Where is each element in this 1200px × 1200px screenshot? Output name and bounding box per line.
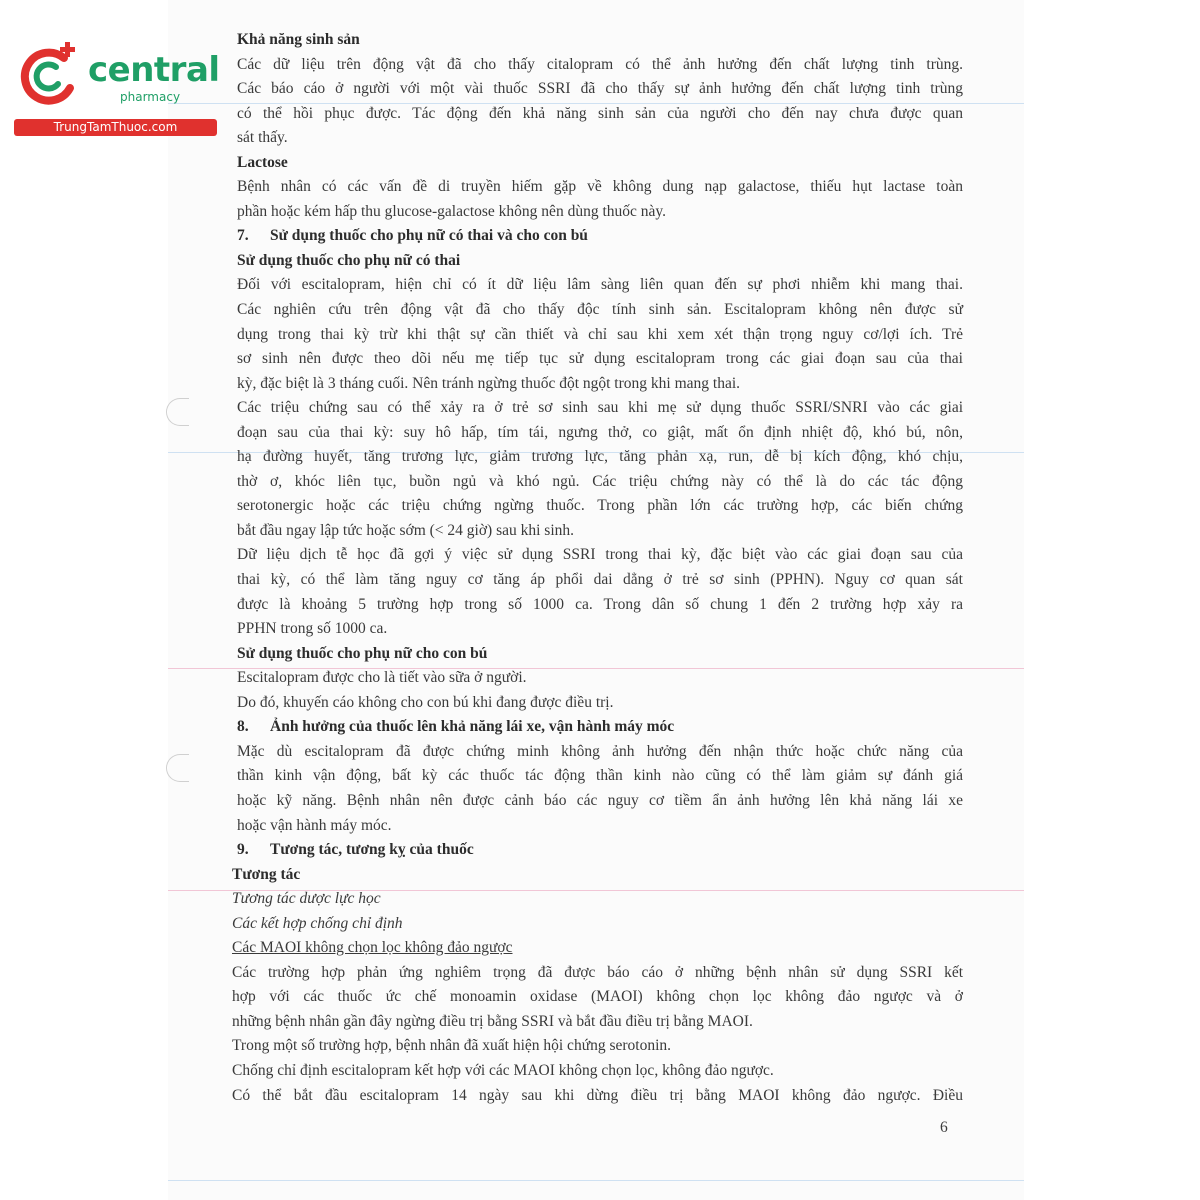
- section-title: Tương tác, tương kỵ của thuốc: [270, 841, 474, 859]
- paragraph-line: hợp với các thuốc ức chế monoamin oxidase (MAOI) không chọn lọc không đảo ngược và ở: [232, 988, 963, 1006]
- paragraph-line: Do đó, khuyến cáo không cho con bú khi đang được điều trị.: [237, 693, 614, 711]
- paragraph-line: phần hoặc kém hấp thu glucose-galactose không nên dùng thuốc này.: [237, 202, 666, 220]
- document-body: [232, 28, 963, 1108]
- section-title: Ảnh hưởng của thuốc lên khả năng lái xe, vận hành máy móc: [270, 718, 675, 736]
- paragraph-line: hoặc vận hành máy móc.: [237, 816, 392, 834]
- brand-logo[interactable]: [8, 36, 220, 136]
- paragraph-line: Các báo cáo ở người với một vài thuốc SSRI đã cho thấy sự ảnh hưởng đến chất lượng tinh trùng: [237, 80, 963, 98]
- subheading-pregnancy: Sử dụng thuốc cho phụ nữ có thai: [237, 251, 461, 269]
- section-heading-8: [237, 715, 963, 740]
- punch-hole-mark: [166, 398, 189, 426]
- central-pharmacy-logo-icon: [12, 40, 82, 110]
- paragraph-line: có thể hồi phục được. Tác động đến khả năng sinh sản của người cho đến nay chưa được quan: [237, 104, 963, 122]
- paragraph-line: Escitalopram được cho là tiết vào sữa ở người.: [237, 669, 527, 687]
- paragraph-line: được là khoảng 5 trường hợp trong số 1000 ca. Trong dân số chung 1 đến 2 trường hợp xảy ra: [237, 595, 963, 613]
- paragraph-line: PPHN trong số 1000 ca.: [237, 620, 388, 638]
- paragraph-line: sát thấy.: [237, 129, 288, 147]
- paragraph-line: thần kinh vận động, bất kỳ các thuốc tác động thần kinh nào cũng có thể làm giảm sự đánh giá: [237, 767, 963, 785]
- subheading-contraindicated: Các kết hợp chống chỉ định: [232, 914, 403, 932]
- section-number: 7.: [237, 227, 249, 245]
- section-heading-7: [237, 224, 963, 249]
- subheading-fertility: Khả năng sinh sản: [237, 31, 360, 48]
- subheading-maoi: Các MAOI không chọn lọc không đảo ngược: [232, 939, 513, 957]
- paragraph-line: Các nghiên cứu trên động vật đã cho thấy độc tính sinh sản. Escitalopram không nên được sử: [237, 301, 963, 319]
- brand-tagline: pharmacy: [120, 90, 181, 104]
- paragraph-line: serotonergic hoặc các triệu chứng ngừng thuốc. Trong phần lớn các trường hợp, các biến chứng: [237, 497, 963, 515]
- paragraph-line: Mặc dù escitalopram đã được chứng minh không ảnh hưởng đến nhận thức hoặc chức năng của: [237, 742, 963, 760]
- paragraph-line: thai kỳ, có thể làm tăng nguy cơ tăng áp phổi dai dẳng ở trẻ sơ sinh (PPHN). Nguy cơ quan sát: [237, 571, 963, 589]
- paragraph-line: Các triệu chứng sau có thể xảy ra ở trẻ sơ sinh sau khi mẹ sử dụng thuốc SSRI/SNRI vào các giai: [237, 399, 963, 417]
- paragraph-line: thờ ơ, khóc liên tục, buồn ngủ và khó ngủ. Các triệu chứng này có thể là do các tác động: [237, 472, 963, 490]
- paragraph-line: hoặc kỹ năng. Bệnh nhân nên được cảnh báo các nguy cơ tiềm ẩn ảnh hưởng lên khả năng lái xe: [237, 791, 963, 809]
- subheading-lactose: Lactose: [237, 153, 288, 171]
- paragraph-line: bắt đầu ngay lập tức hoặc sớm (< 24 giờ) sau khi sinh.: [237, 521, 575, 539]
- paragraph-line: hạ đường huyết, tăng trương lực, giảm trương lực, tăng phản xạ, run, dễ bị kích động, khó chịu,: [237, 448, 963, 466]
- paragraph-line: Trong một số trường hợp, bệnh nhân đã xuất hiện hội chứng serotonin.: [232, 1037, 672, 1055]
- paragraph-line: Các trường hợp phản ứng nghiêm trọng đã được báo cáo ở những bệnh nhân sử dụng SSRI kết: [232, 963, 963, 981]
- brand-name: central: [88, 50, 220, 90]
- paragraph-line: những bệnh nhân gần đây ngừng điều trị bằng SSRI và bắt đầu điều trị bằng MAOI.: [232, 1012, 753, 1030]
- section-heading-9: [237, 838, 963, 863]
- subheading-interactions: Tương tác: [232, 865, 301, 883]
- brand-website-link[interactable]: TrungTamThuoc.com: [14, 119, 217, 136]
- section-number: 9.: [237, 841, 249, 859]
- paragraph-line: Có thể bắt đầu escitalopram 14 ngày sau khi dừng điều trị bằng MAOI không đảo ngược. Điều: [232, 1086, 963, 1104]
- ruled-line: [168, 1180, 1024, 1181]
- subheading-pharmacodynamic: Tương tác dược lực học: [232, 890, 381, 908]
- paragraph-line: sơ sinh nên được theo dõi nếu mẹ tiếp tục sử dụng escitalopram trong các giai đoạn sau của thai: [237, 350, 963, 368]
- paragraph-line: kỳ, đặc biệt là 3 tháng cuối. Nên tránh ngừng thuốc đột ngột trong khi mang thai.: [237, 374, 741, 392]
- subheading-breastfeeding: Sử dụng thuốc cho phụ nữ cho con bú: [237, 644, 488, 662]
- paragraph-line: Đối với escitalopram, hiện chỉ có ít dữ liệu lâm sàng liên quan đến sự phơi nhiễm khi mang thai.: [237, 276, 963, 294]
- section-title: Sử dụng thuốc cho phụ nữ có thai và cho con bú: [270, 227, 588, 245]
- section-number: 8.: [237, 718, 249, 736]
- paragraph-line: dụng trong thai kỳ trừ khi thật sự cần thiết và chỉ sau khi xem xét thận trọng nguy cơ/lợi ích. Trẻ: [237, 325, 963, 343]
- paragraph-line: Các dữ liệu trên động vật đã cho thấy citalopram có thể ảnh hưởng đến chất lượng tinh trùng.: [237, 55, 963, 73]
- paragraph-line: Chống chỉ định escitalopram kết hợp với các MAOI không chọn lọc, không đảo ngược.: [232, 1061, 774, 1079]
- page-number: 6: [940, 1119, 948, 1136]
- paragraph-line: Dữ liệu dịch tễ học đã gợi ý việc sử dụng SSRI trong thai kỳ, đặc biệt vào các giai đoạn sau của: [237, 546, 963, 564]
- paragraph-line: Bệnh nhân có các vấn đề di truyền hiếm gặp về không dung nạp galactose, thiếu hụt lactase toàn: [237, 178, 963, 196]
- punch-hole-mark: [166, 754, 189, 782]
- paragraph-line: đoạn sau của thai kỳ: suy hô hấp, tím tái, ngưng thở, co giật, mất ổn định nhiệt độ, khó bú, nôn,: [237, 423, 963, 441]
